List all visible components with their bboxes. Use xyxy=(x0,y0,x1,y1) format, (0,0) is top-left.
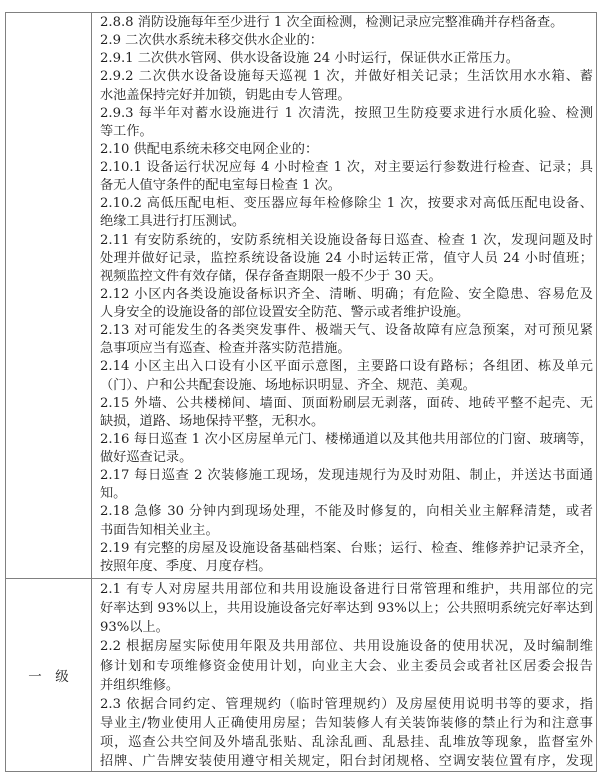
requirement-line: 2.3 依据合同约定、管理规约（临时管理规约）及房屋使用说明书等的要求，指 xyxy=(100,696,593,712)
table-row xyxy=(6,13,596,578)
level-cell xyxy=(6,579,92,771)
table-row xyxy=(6,578,596,771)
requirement-line: 2.8.8 消防设施每年至少进行 1 次全面检测，检测记录应完整准确并存档备查。 xyxy=(100,15,564,30)
requirement-line: 2.19 有完整的房屋及设施设备基础档案、台账；运行、检查、维修养护记录齐全， xyxy=(100,540,593,556)
requirement-line: 绝缘工具进行打压测试。 xyxy=(100,214,246,230)
requirement-line: 2.11 有安防系统的，安防系统相关设施设备每日巡查、检查 1 次，发现问题及时 xyxy=(100,232,593,248)
standards-table xyxy=(5,12,597,772)
requirement-line: 2.13 对可能发生的各类突发事件、极端天气、设备故障有应急预案，对可预见紧 xyxy=(100,323,593,339)
requirement-line: 2.14 小区主出入口设有小区平面示意图，主要路口设有路标；各组团、栋及单元 xyxy=(100,359,593,375)
requirement-line: 2.1 有专人对房屋共用部位和共用设施设备进行日常管理和维护，共用部位的完 xyxy=(100,582,593,597)
requirement-line: 2.2 根据房屋实际使用年限及共用部位、共用设施设备的使用状况，及时编制维 xyxy=(100,639,593,655)
requirement-line: 项，巡查公共空间及外墙乱张贴、乱涂乱画、乱悬挂、乱堆放等现象，监督室外 xyxy=(100,735,593,751)
requirement-line: 书面告知相关业主。 xyxy=(100,522,219,538)
requirement-line: 招牌、广告牌安装使用遵守相关规定，阳台封闭规格、空调安装位置有序，发现 xyxy=(100,754,593,770)
requirement-line: 急事项应当有巡查、检查并落实防范措施。 xyxy=(100,341,351,357)
requirement-line: 2.10.1 设备运行状况应每 4 小时检查 1 次，对主要运行参数进行检查、记录；具 xyxy=(100,160,593,175)
requirement-line: 缺损，道路、场地保持平整，无积水。 xyxy=(100,413,325,429)
requirements-cell xyxy=(92,13,596,578)
requirement-line: 等工作。 xyxy=(100,123,153,139)
requirement-line: 2.9.2 二次供水设备设施每天巡视 1 次，并做好相关记录；生活饮用水水箱、蓄 xyxy=(100,69,593,85)
requirement-line: 2.10 供配电系统未移交电网企业的： xyxy=(100,141,319,157)
requirement-line: 2.9.1 二次供水管网、供水设备设施 24 小时运行，保证供水正常压力。 xyxy=(100,51,519,67)
requirement-line: 视频监控文件有效存储，保存备查期限一般不少于 30 天。 xyxy=(100,268,442,284)
requirement-line: 2.12 小区内各类设施设备标识齐全、清晰、明确；有危险、安全隐患、容易危及 xyxy=(100,286,593,302)
level-cell xyxy=(6,13,92,578)
requirement-line: 2.9.3 每半年对蓄水设施进行 1 次清洗，按照卫生防疫要求进行水质化验、检测 xyxy=(100,105,593,121)
requirement-line: 2.17 每日巡查 2 次装修施工现场，发现违规行为及时劝阻、制止，并送达书面通 xyxy=(100,468,593,484)
requirement-line: 2.9 二次供水系统未移交供水企业的： xyxy=(100,33,323,49)
requirement-line: 2.16 每日巡查 1 次小区房屋单元门、楼梯通道以及其他共用部位的门窗、玻璃等， xyxy=(100,431,593,447)
requirement-line: 做好巡查记录。 xyxy=(100,450,193,465)
requirement-line: 按照年度、季度、月度存档。 xyxy=(100,558,272,574)
requirement-line: 人身安全的设施设备的部位设置安全防范、警示或者维护设施。 xyxy=(100,305,470,320)
requirement-line: 2.18 急修 30 分钟内到现场处理，不能及时修复的，向相关业主解释清楚，或者 xyxy=(100,504,593,520)
requirement-line: 知。 xyxy=(100,486,127,502)
requirement-line: 93%以上。 xyxy=(100,620,169,636)
requirement-line: 好率达到 93%以上，共用设施设备完好率达到 93%以上；公共照明系统完好率达到 xyxy=(100,601,593,617)
requirement-line: 并组织维修。 xyxy=(100,677,180,693)
requirement-line: 修计划和专项维修资金使用计划，向业主大会、业主委员会或者社区居委会报告 xyxy=(100,658,593,674)
level-label: 一 级 xyxy=(28,669,69,685)
requirement-line: 2.15 外墙、公共楼梯间、墙面、顶面粉刷层无剥落，面砖、地砖平整不起壳、无 xyxy=(100,395,593,411)
requirement-line: 导业主/物业使用人正确使用房屋；告知装修人有关装饰装修的禁止行为和注意事 xyxy=(100,715,593,731)
requirement-line: 备无人值守条件的配电室每日检查 1 次。 xyxy=(100,178,341,194)
requirement-line: 处理并做好记录，监控系统设备设施 24 小时运转正常，值守人员 24 小时值班； xyxy=(100,250,593,266)
requirement-line: 水池盖保持完好并加锁，钥匙由专人管理。 xyxy=(100,87,351,103)
requirement-line: 2.10.2 高低压配电柜、变压器应每年检修除尘 1 次，按要求对高低压配电设备、 xyxy=(100,196,593,212)
requirement-line: （门）、户和公共配套设施、场地标识明显、齐全、规范、美观。 xyxy=(100,377,476,393)
requirements-cell xyxy=(92,579,596,771)
